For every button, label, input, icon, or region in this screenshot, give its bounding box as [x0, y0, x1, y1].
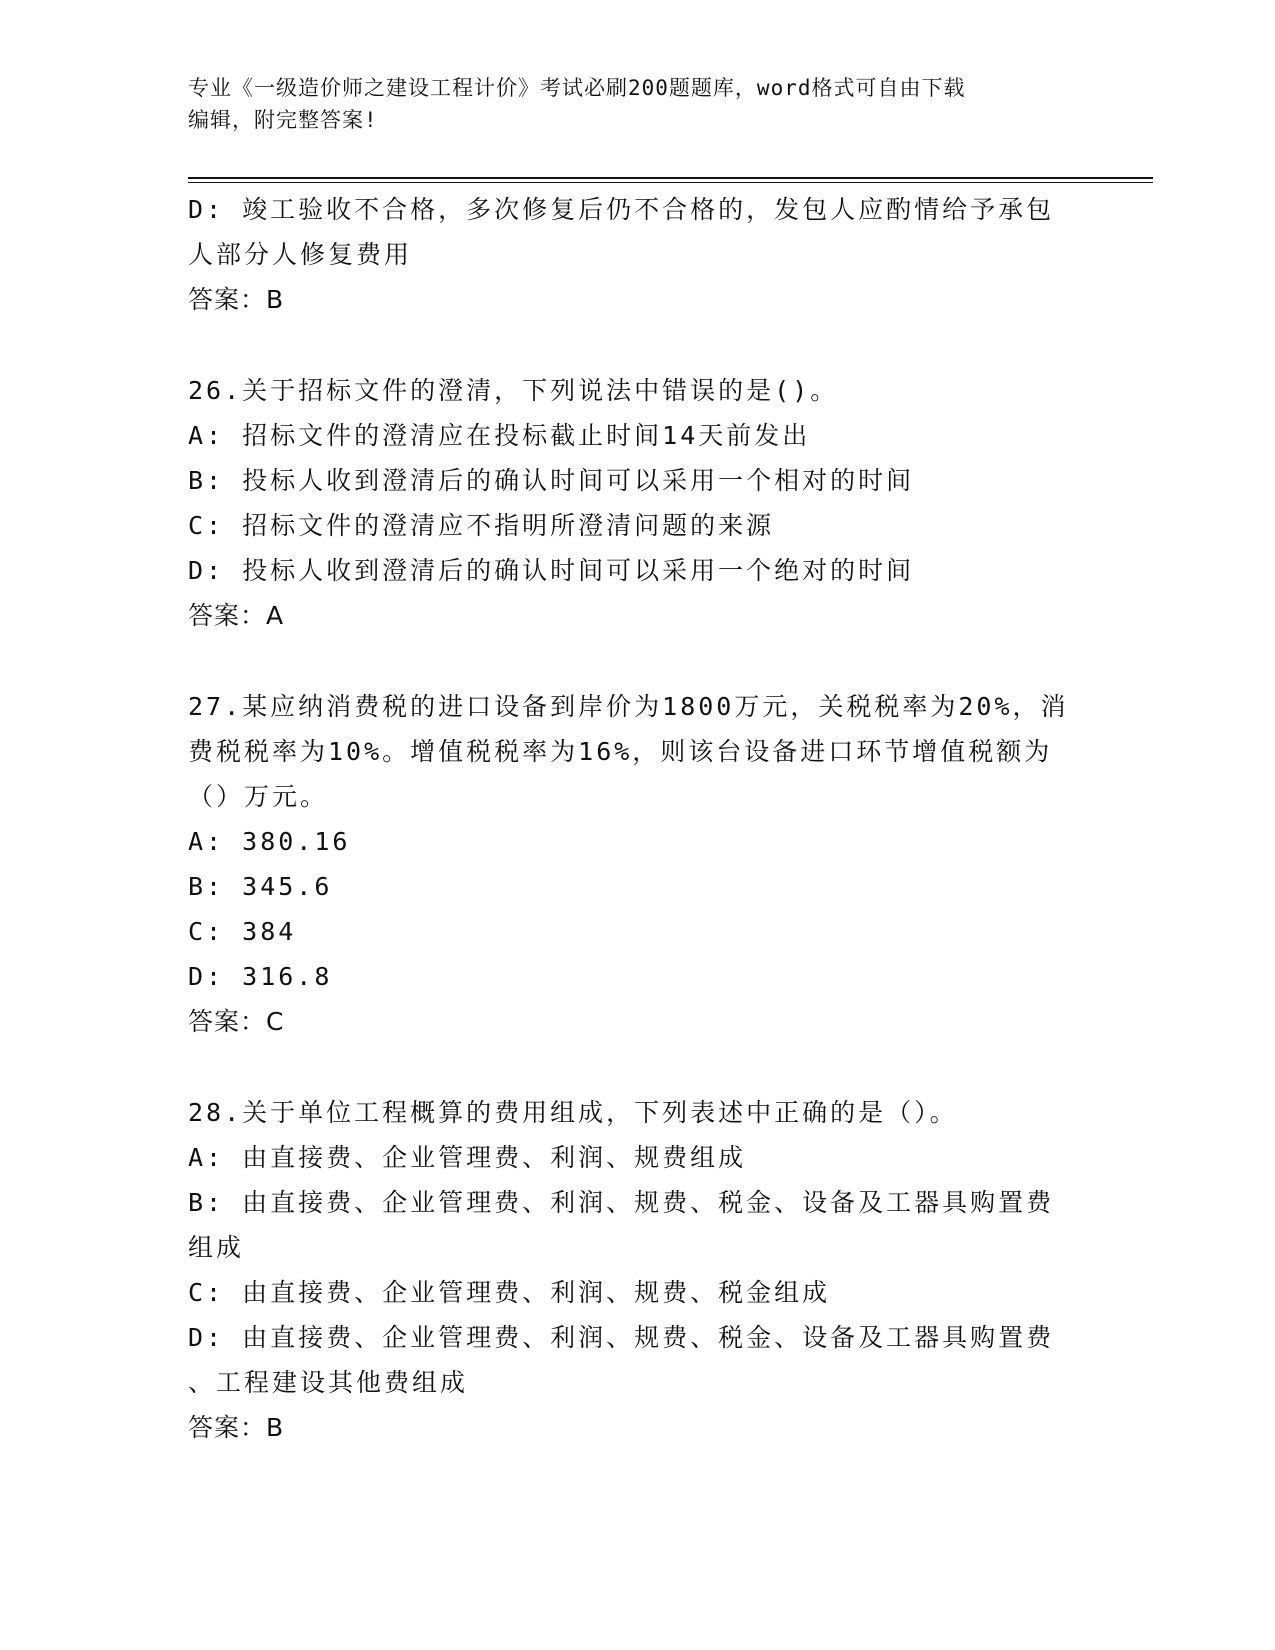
spacer — [188, 1044, 1088, 1090]
header-rule-thin — [188, 182, 1153, 183]
option-d: D: 316.8 — [188, 962, 333, 991]
header-line-1: 专业《一级造价师之建设工程计价》考试必刷200题题库，word格式可自由下载 — [188, 76, 966, 100]
answer-line: 答案：B — [188, 1413, 285, 1442]
option-d: D: 竣工验收不合格，多次修复后仍不合格的，发包人应酌情给予承包 — [188, 195, 1055, 224]
option-b: B: 投标人收到澄清后的确认时间可以采用一个相对的时间 — [188, 466, 915, 495]
answer-line: 答案：B — [188, 285, 285, 314]
option-b: B: 345.6 — [188, 872, 333, 901]
question-27 — [188, 684, 1088, 1044]
answer-line: 答案：A — [188, 601, 285, 630]
question-stem: 28.关于单位工程概算的费用组成，下列表述中正确的是（）。 — [188, 1098, 958, 1127]
option-c: C: 由直接费、企业管理费、利润、规费、税金组成 — [188, 1278, 831, 1307]
question-stem: 27.某应纳消费税的进口设备到岸价为1800万元，关税税率为20%，消 — [188, 692, 1069, 721]
page-header — [188, 72, 1068, 136]
question-stem-continued: 费税税率为10%。增值税税率为16%，则该台设备进口环节增值税额为 — [188, 737, 1053, 766]
spacer — [188, 322, 1088, 368]
question-26 — [188, 368, 1088, 638]
option-c: C: 384 — [188, 917, 297, 946]
question-28 — [188, 1090, 1088, 1450]
option-c: C: 招标文件的澄清应不指明所澄清问题的来源 — [188, 511, 775, 540]
option-a: A: 招标文件的澄清应在投标截止时间14天前发出 — [188, 421, 811, 450]
option-b: B: 由直接费、企业管理费、利润、规费、税金、设备及工器具购置费 — [188, 1188, 1055, 1217]
header-line-2: 编辑，附完整答案! — [188, 108, 378, 132]
option-d: D: 由直接费、企业管理费、利润、规费、税金、设备及工器具购置费 — [188, 1323, 1055, 1352]
spacer — [188, 638, 1088, 684]
option-d-continued: 、工程建设其他费组成 — [188, 1368, 469, 1397]
document-body — [188, 187, 1088, 1450]
option-b-continued: 组成 — [188, 1233, 245, 1262]
answer-line: 答案：C — [188, 1007, 285, 1036]
question-stem: 26.关于招标文件的澄清，下列说法中错误的是()。 — [188, 376, 839, 405]
option-d-continued: 人部分人修复费用 — [188, 240, 413, 269]
option-a: A: 由直接费、企业管理费、利润、规费组成 — [188, 1143, 747, 1172]
option-a: A: 380.16 — [188, 827, 351, 856]
header-rule-thick — [188, 177, 1153, 179]
option-d: D: 投标人收到澄清后的确认时间可以采用一个绝对的时间 — [188, 556, 915, 585]
question-25-tail — [188, 187, 1088, 322]
question-stem-continued: （）万元。 — [188, 782, 329, 811]
